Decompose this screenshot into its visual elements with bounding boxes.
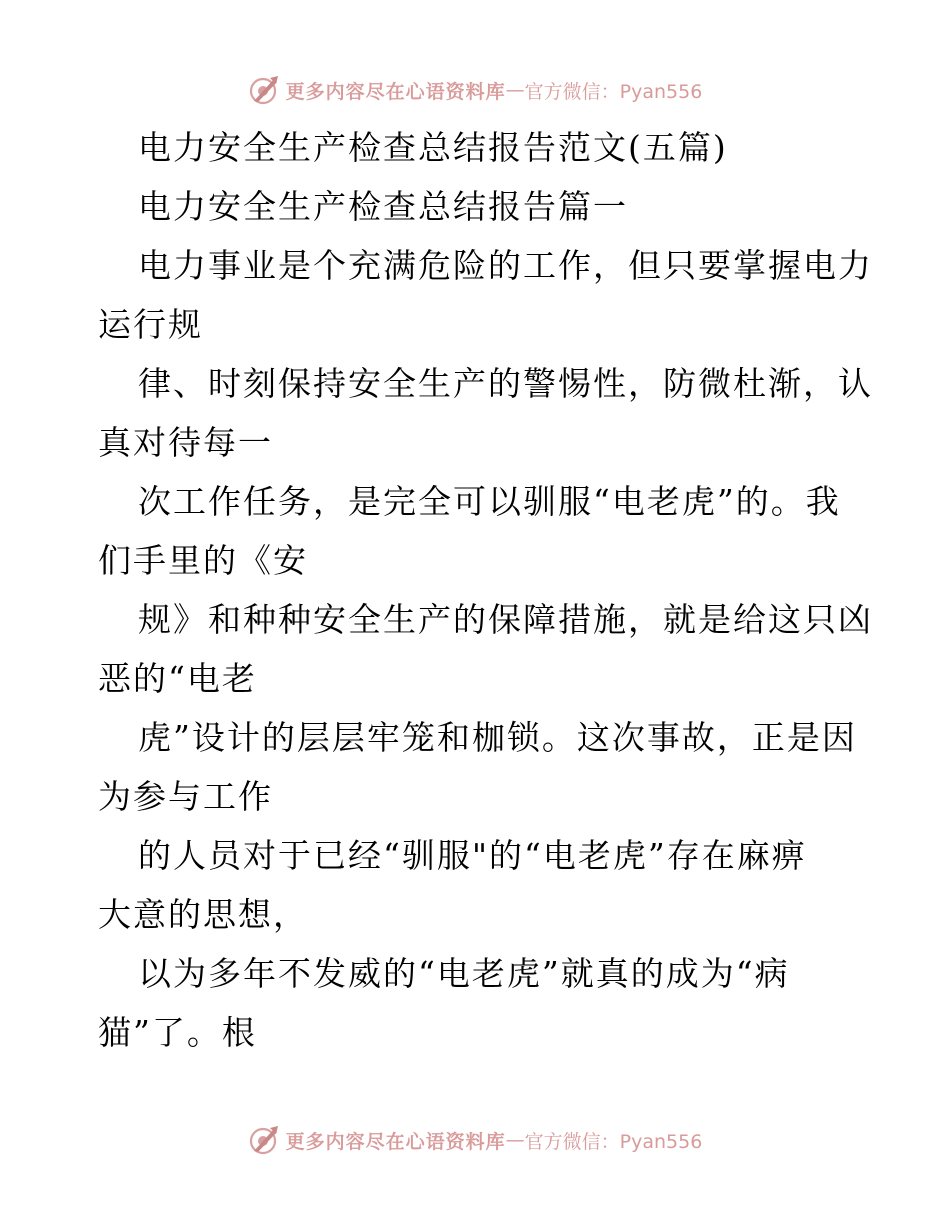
watermark-wechat-text: 官方微信：Pyan556 <box>524 1130 703 1153</box>
paragraph-line: 猫”了。根 <box>98 1013 257 1052</box>
paragraph-line: 虎”设计的层层牢笼和枷锁。这次事故，正是因 <box>138 718 857 757</box>
watermark-main-text: 更多内容尽在心语资料库 <box>285 1130 506 1153</box>
paragraph-line: 们手里的《安 <box>98 541 308 580</box>
paragraph-lines <box>98 236 873 1062</box>
watermark-separator: — <box>505 1129 525 1151</box>
paragraph-line: 真对待每一 <box>98 423 273 462</box>
paragraph-line: 次工作任务，是完全可以驯服“电老虎”的。我 <box>138 482 841 521</box>
document-body <box>98 118 873 1062</box>
footer-watermark <box>0 1120 950 1160</box>
paragraph-line: 运行规 <box>98 305 203 344</box>
paragraph-line: 恶的“电老 <box>98 659 257 698</box>
section-heading: 电力安全生产检查总结报告篇一 <box>138 187 628 226</box>
paragraph-line: 大意的思想， <box>98 895 308 934</box>
quill-seal-icon <box>248 1124 280 1156</box>
watermark-wechat-text: 官方微信：Pyan556 <box>524 80 703 103</box>
paragraph-line: 律、时刻保持安全生产的警惕性，防微杜渐，认 <box>138 364 873 403</box>
document-title: 电力安全生产检查总结报告范文(五篇) <box>138 128 728 167</box>
watermark-separator: — <box>505 79 525 101</box>
paragraph-line: 规》和种种安全生产的保障措施，就是给这只凶 <box>138 600 873 639</box>
quill-seal-icon <box>248 74 280 106</box>
paragraph-line: 以为多年不发威的“电老虎”就真的成为“病 <box>138 954 790 993</box>
paragraph-line: 的人员对于已经“驯服"的“电老虎”存在麻痹 <box>138 836 807 875</box>
paragraph-line: 为参与工作 <box>98 777 273 816</box>
watermark-main-text: 更多内容尽在心语资料库 <box>285 80 506 103</box>
header-watermark <box>0 70 950 110</box>
paragraph-line: 电力事业是个充满危险的工作，但只要掌握电力 <box>138 246 873 285</box>
